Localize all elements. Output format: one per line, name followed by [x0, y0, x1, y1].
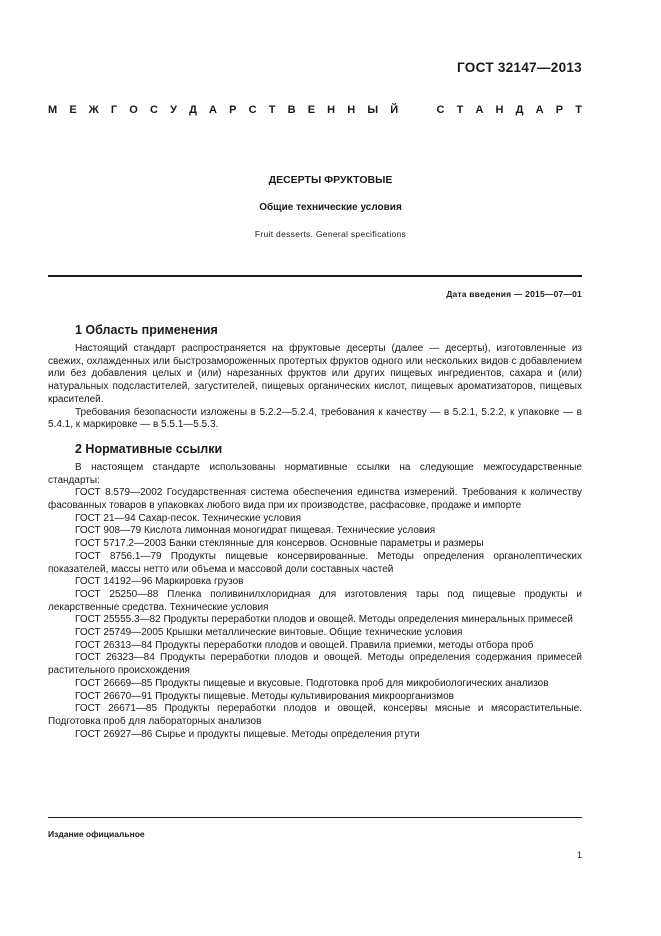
banner-letter: Ж — [88, 104, 99, 116]
banner-letter: Н — [495, 104, 504, 116]
document-number: ГОСТ 32147—2013 — [457, 60, 582, 75]
reference-item: ГОСТ 26670—91 Продукты пищевые. Методы культивирования микроорганизмов — [75, 690, 454, 702]
banner-letter: Е — [69, 104, 77, 116]
reference-item: ГОСТ 14192—96 Маркировка грузов — [75, 576, 244, 588]
reference-item: ГОСТ 8756.1—79 Продукты пищевые консервированные. Методы определения органолептических показателей, массы нетто или объема и массовой доли составных частей — [48, 550, 582, 575]
banner-letter: Г — [110, 104, 118, 116]
section-heading-scope: 1 Область применения — [75, 323, 218, 337]
paragraph: В настоящем стандарте использованы нормативные ссылки на следующие межгосударственные стандарты: — [48, 461, 582, 486]
banner-letter: М — [48, 104, 58, 116]
reference-item: ГОСТ 8.579—2002 Государственная система обеспечения единства измерений. Требования к количеству фасованных товаров в упаковках любого вида при их производстве, расфасовке, продаже и импорте — [48, 487, 582, 512]
banner-letter: О — [129, 104, 138, 116]
standard-banner — [48, 104, 582, 116]
banner-letter: А — [475, 104, 484, 116]
banner-letter: Р — [555, 104, 564, 116]
paragraph: Требования безопасности изложены в 5.2.2—5.2.4, требования к качеству — в 5.2.1, 5.2.2, к упаковке — в 5.4.1, к маркировке — в 5.5.1—5.5.3. — [48, 406, 582, 431]
banner-letter: Д — [189, 104, 197, 116]
introduction-date: Дата введения — 2015—07—01 — [446, 289, 582, 299]
reference-item: ГОСТ 5717.2—2003 Банки стеклянные для консервов. Основные параметры и размеры — [75, 538, 484, 550]
banner-letter: А — [209, 104, 217, 116]
reference-item: ГОСТ 26323—84 Продукты переработки плодов и овощей. Методы определения содержания примесей растительного происхождения — [48, 652, 582, 677]
banner-letter: Н — [347, 104, 356, 116]
reference-item: ГОСТ 25555.3—82 Продукты переработки плодов и овощей. Методы определения минеральных примесей — [75, 614, 573, 626]
reference-item: ГОСТ 26313—84 Продукты переработки плодов и овощей. Правила приемки, методы отбора проб — [75, 639, 534, 651]
banner-letter: Д — [515, 104, 524, 116]
reference-item: ГОСТ 26671—85 Продукты переработки плодов и овощей, консервы мясные и мясорастительные. Подготовка проб для лабораторных анализов — [48, 703, 582, 727]
reference-item: ГОСТ 26927—86 Сырье и продукты пищевые. Методы определения ртути — [75, 728, 420, 740]
banner-letter: А — [535, 104, 544, 116]
reference-item: ГОСТ 908—79 Кислота лимонная моногидрат пищевая. Технические условия — [75, 525, 436, 537]
banner-letter: Й — [390, 104, 399, 116]
banner-letter: Ы — [367, 104, 379, 116]
banner-letter: Е — [307, 104, 316, 116]
reference-item: ГОСТ 25250—88 Пленка поливинилхлоридная для изготовления тары под пищевые продукты и лекарственные средства. Технические условия — [48, 588, 582, 613]
reference-item: ГОСТ 21—94 Сахар-песок. Технические условия — [75, 512, 302, 524]
banner-letter: Р — [229, 104, 237, 116]
document-title: ДЕСЕРТЫ ФРУКТОВЫЕ — [268, 174, 393, 186]
banner-letter: Н — [327, 104, 336, 116]
reference-item: ГОСТ 25749—2005 Крышки металлические винтовые. Общие технические условия — [75, 627, 463, 639]
section-spacer — [48, 432, 582, 441]
banner-letter: Т — [268, 104, 276, 116]
banner-letter: С — [436, 104, 445, 116]
reference-item: ГОСТ 26669—85 Продукты пищевые и вкусовые. Подготовка проб для микробиологических анализов — [75, 677, 549, 689]
header-divider — [48, 275, 582, 277]
english-title: Fruit desserts. General specifications — [254, 229, 407, 239]
banner-letter: С — [248, 104, 257, 116]
official-edition-label: Издание официальное — [48, 829, 145, 839]
banner-letter: Т — [575, 104, 582, 116]
document-subtitle: Общие технические условия — [259, 202, 402, 213]
page-number: 1 — [576, 850, 582, 860]
paragraph: Настоящий стандарт распространяется на фруктовые десерты (далее — десерты), изготовленные из свежих, охлажденных или быстрозамороженных протертых фруктов одного или нескольких видов с добавлением или без добавления целых и (или) нарезанных фруктов или других пищевых ингредиентов, сахара и (или) натуральных подсластителей, загустителей, пищевых органических кислот, пищевых ароматизаторов, пищевых красителей. — [48, 343, 582, 405]
footer-divider — [48, 817, 582, 818]
banner-letter: У — [170, 104, 177, 116]
document-body — [48, 322, 582, 741]
section-heading-references: 2 Нормативные ссылки — [75, 441, 223, 456]
banner-letter: В — [287, 104, 296, 116]
banner-letter: Т — [456, 104, 464, 116]
banner-letter: С — [149, 104, 158, 116]
banner-word-gap — [410, 104, 424, 116]
